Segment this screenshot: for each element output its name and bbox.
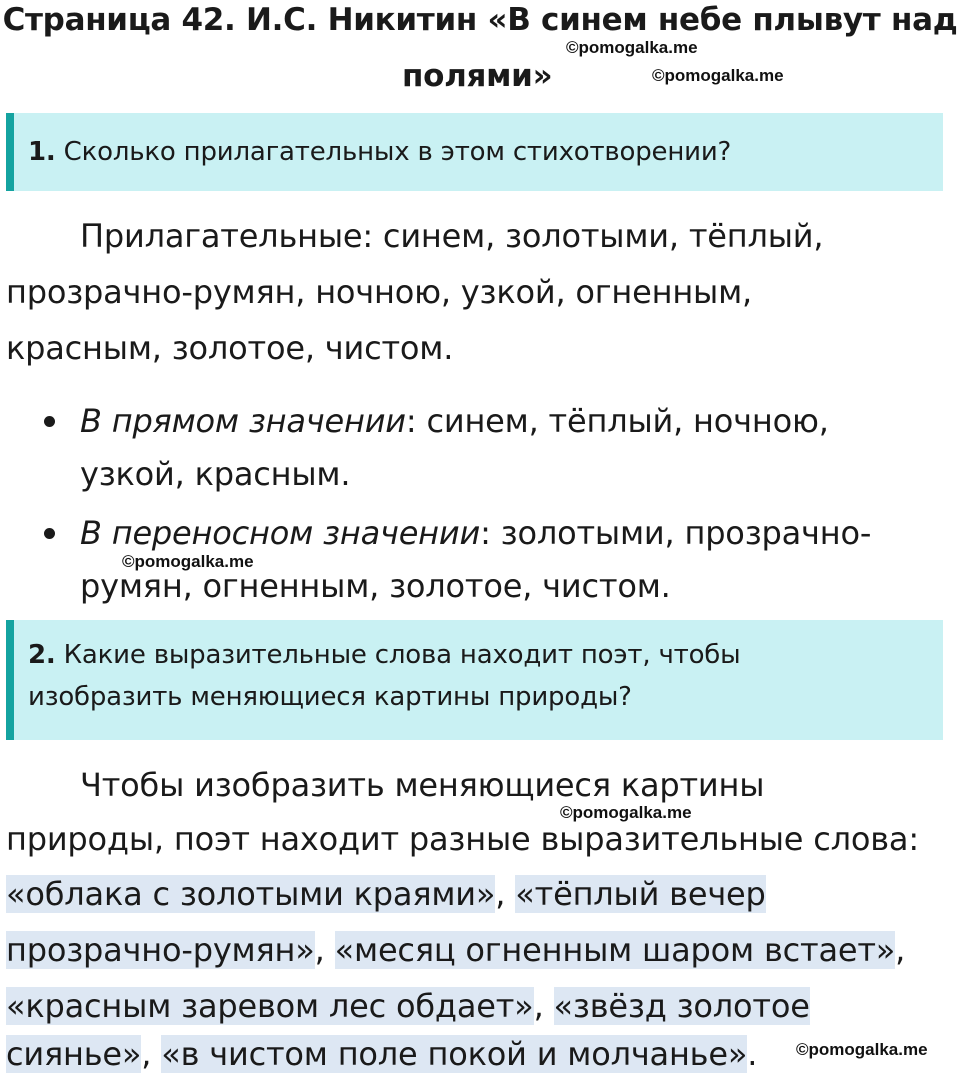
- bullet-1-label: В прямом значении: [80, 402, 406, 440]
- bullet-1-line-2: узкой, красным.: [80, 455, 351, 493]
- bullet-1-line-1: [80, 393, 829, 449]
- question-2-box: [6, 620, 943, 740]
- answer-1-line-2: прозрачно-румян, ночною, узкой, огненным,: [6, 273, 753, 311]
- answer-2-line-6: сиянье», «в чистом поле покой и молчанье».: [6, 1035, 758, 1073]
- answer-2-line-2: природы, поэт находит разные выразительные слова:: [6, 820, 919, 858]
- bullet-2-line-1: [80, 505, 871, 561]
- page-title-line-2: полями»: [402, 58, 553, 94]
- answer-2-line-4: прозрачно-румян», «месяц огненным шаром встает»,: [6, 931, 906, 969]
- quote-highlight: «звёзд золотое: [553, 987, 810, 1025]
- bullet-dot: [44, 528, 55, 539]
- answer-1-line-1: Прилагательные: синем, золотыми, тёплый,: [80, 217, 824, 255]
- quote-highlight: «облака с золотыми краями»: [6, 875, 496, 913]
- quote-highlight: прозрачно-румян»: [6, 931, 315, 969]
- question-1-label: Сколько прилагательных в этом стихотворении?: [63, 137, 732, 167]
- question-2-line-2: изобразить меняющиеся картины природы?: [28, 682, 632, 712]
- quote-highlight: сиянье»: [6, 1035, 142, 1073]
- question-1-box: [6, 113, 943, 191]
- bullet-2-line-2: румян, огненным, золотое, чистом.: [80, 567, 671, 605]
- quote-highlight: «красным заревом лес обдает»: [6, 987, 534, 1025]
- answer-1-line-3: красным, золотое, чистом.: [6, 329, 454, 367]
- answer-2-line-3: «облака с золотыми краями», «тёплый вечер: [6, 875, 766, 913]
- quote-highlight: «месяц огненным шаром встает»: [334, 931, 896, 969]
- answer-2-line-1: Чтобы изобразить меняющиеся картины: [80, 766, 765, 804]
- watermark: ©pomogalka.me: [122, 552, 254, 571]
- bullet-2-text: : золотыми, прозрачно-: [480, 514, 872, 552]
- watermark: ©pomogalka.me: [560, 803, 692, 822]
- bullet-1-text: : синем, тёплый, ночною,: [405, 402, 829, 440]
- page-title-line-1: Страница 42. И.С. Никитин «В синем небе плывут над: [2, 2, 958, 38]
- watermark: ©pomogalka.me: [796, 1040, 928, 1059]
- bullet-2-label: В переносном значении: [80, 514, 481, 552]
- watermark: ©pomogalka.me: [652, 66, 784, 85]
- question-2-number: 2.: [28, 640, 56, 670]
- watermark: ©pomogalka.me: [566, 38, 698, 57]
- question-2-text: [14, 620, 943, 718]
- question-2-line-1: [28, 634, 943, 676]
- bullet-dot: [44, 416, 55, 427]
- quote-highlight: «в чистом поле покой и молчанье»: [161, 1035, 748, 1073]
- quote-highlight: «тёплый вечер: [515, 875, 766, 913]
- question-2-label: Какие выразительные слова находит поэт, чтобы: [63, 640, 741, 670]
- question-1-number: 1.: [28, 137, 56, 167]
- question-1-text: [14, 113, 943, 173]
- answer-2-line-5: «красным заревом лес обдает», «звёзд золотое: [6, 987, 810, 1025]
